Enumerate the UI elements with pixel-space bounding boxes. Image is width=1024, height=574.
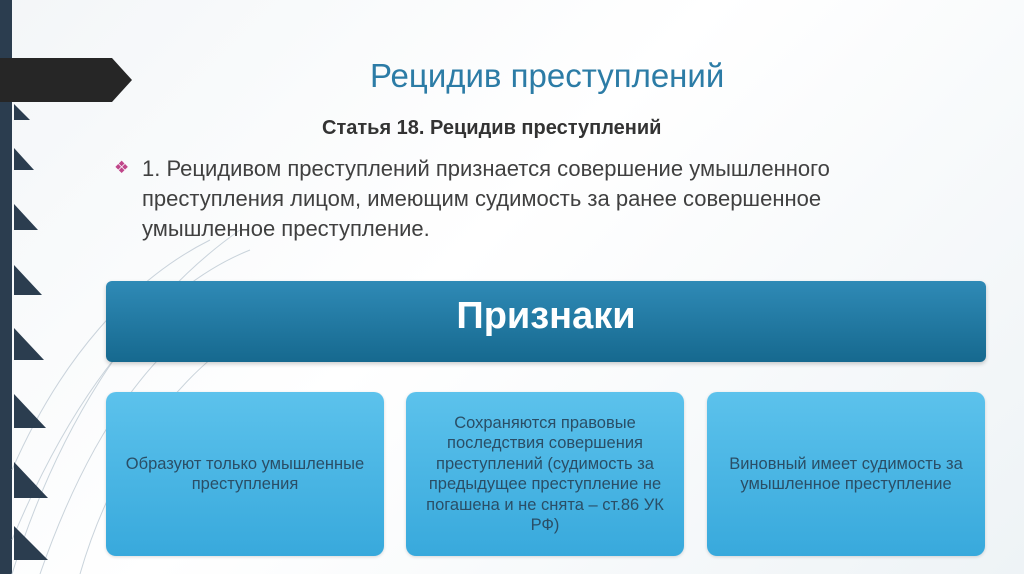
triangle-ornaments [14,104,48,560]
article-heading: Статья 18. Рецидив преступлений [322,117,662,139]
card-text: Образуют только умышленные преступления [125,454,365,493]
banner-label: Признаки [456,295,636,337]
features-banner [106,281,986,362]
diamond-bullet-icon: ❖ [114,158,130,177]
title-arrow-tab [0,58,132,102]
bullet-text: 1. Рецидивом преступлений признается совершение умышленного преступления лицом, имеющим судимость за ранее совершенное умышленное преступление. [142,156,830,241]
feature-card-2 [406,392,684,556]
card-text: Виновный имеет судимость за умышленное преступление [729,454,963,493]
slide-title: Рецидив преступлений [370,57,725,94]
feature-card-1 [106,392,384,556]
card-text: Сохраняются правовые последствия совершения преступлений (судимость за предыдущее преступление не погашена и не снята – ст.86 УК РФ) [426,413,664,534]
feature-card-3 [707,392,985,556]
